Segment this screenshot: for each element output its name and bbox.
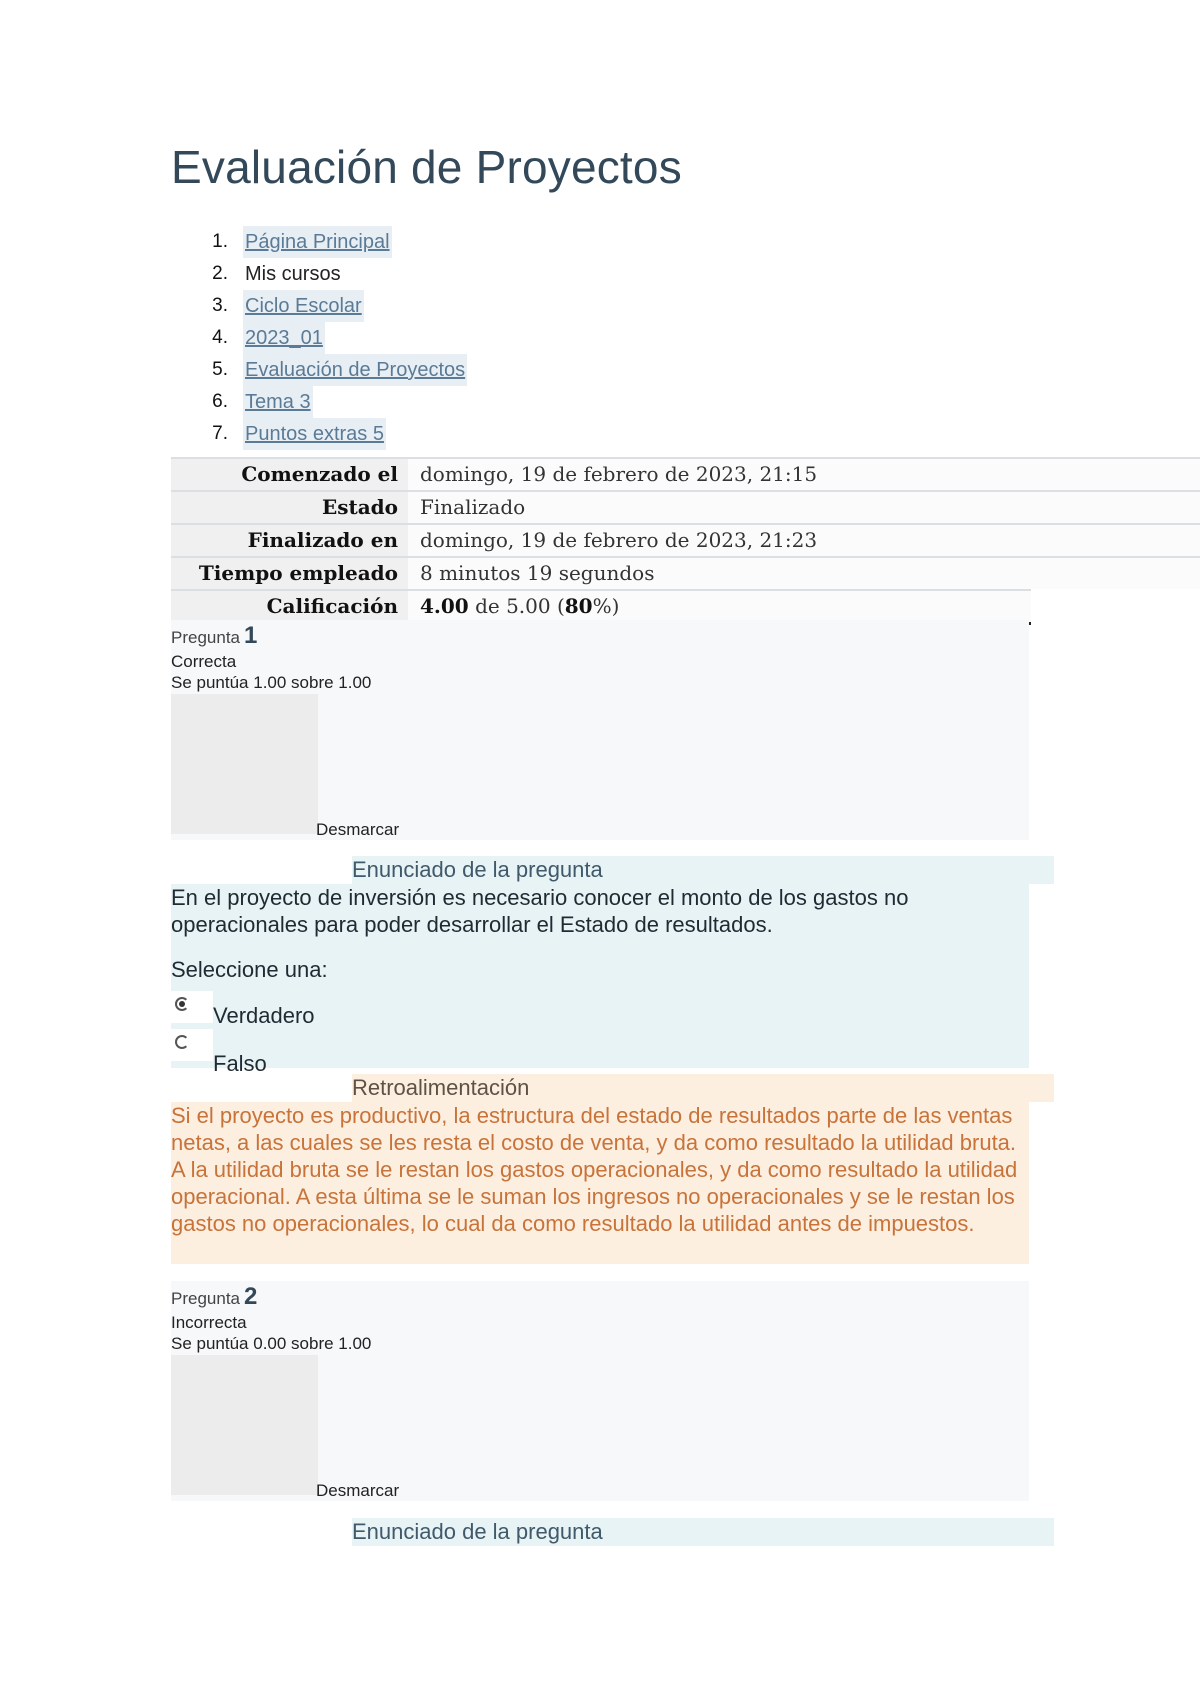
breadcrumb-link-course[interactable]: Evaluación de Proyectos <box>243 354 467 386</box>
question-heading <box>171 1283 257 1311</box>
question-statement-title: Enunciado de la pregunta <box>352 1518 1054 1546</box>
question-number: 1 <box>244 622 258 649</box>
radio-checked-icon <box>175 997 189 1011</box>
breadcrumb-number: 3. <box>212 295 228 316</box>
summary-value: Finalizado <box>408 492 1200 523</box>
option-label: Verdadero <box>213 1003 315 1028</box>
grade-score: 4.00 <box>420 594 469 618</box>
question-grade: Se puntúa 0.00 sobre 1.00 <box>171 1334 372 1353</box>
grade-percent: 80 <box>564 594 593 618</box>
flag-area <box>171 1355 318 1495</box>
breadcrumb-number: 6. <box>212 391 228 412</box>
summary-row-state <box>171 490 1200 523</box>
question-number: 2 <box>244 1283 258 1310</box>
summary-value <box>408 591 1031 622</box>
summary-row-finished <box>171 523 1200 556</box>
radio-button[interactable] <box>171 991 213 1023</box>
unflag-link[interactable]: Desmarcar <box>316 820 400 839</box>
question-state: Correcta <box>171 652 237 671</box>
unflag-link[interactable]: Desmarcar <box>316 1481 400 1500</box>
attempt-summary-table <box>171 457 1200 625</box>
breadcrumb-link-topic[interactable]: Tema 3 <box>243 386 313 418</box>
summary-value: domingo, 19 de febrero de 2023, 21:15 <box>408 459 1200 490</box>
question-heading <box>171 622 257 650</box>
breadcrumb-number: 2. <box>212 263 228 284</box>
grade-rest: de 5.00 ( <box>475 594 565 618</box>
question-label: Pregunta <box>171 1289 240 1308</box>
radio-unchecked-icon <box>175 1035 189 1049</box>
breadcrumb-number: 7. <box>212 423 228 444</box>
summary-row-started <box>171 457 1200 490</box>
question-state: Incorrecta <box>171 1313 247 1332</box>
question-statement-title: Enunciado de la pregunta <box>352 856 1054 884</box>
feedback-body <box>171 1102 1029 1264</box>
question-statement-1 <box>171 884 1029 1076</box>
radio-button[interactable] <box>171 1029 213 1061</box>
page-title: Evaluación de Proyectos <box>171 141 682 193</box>
breadcrumb-text-my-courses: Mis cursos <box>245 263 341 285</box>
question-info-2 <box>171 1281 1029 1501</box>
summary-label: Estado <box>171 492 408 523</box>
summary-label: Comenzado el <box>171 459 408 490</box>
question-info-1 <box>171 620 1029 840</box>
breadcrumb-link-home[interactable]: Página Principal <box>243 226 392 258</box>
summary-value: 8 minutos 19 segundos <box>408 558 1200 589</box>
breadcrumb-link-term[interactable]: 2023_01 <box>243 322 325 354</box>
breadcrumb-link-school-cycle[interactable]: Ciclo Escolar <box>243 290 364 322</box>
summary-label: Tiempo empleado <box>171 558 408 589</box>
breadcrumb-number: 1. <box>212 231 228 252</box>
summary-label: Finalizado en <box>171 525 408 556</box>
breadcrumb-link-quiz[interactable]: Puntos extras 5 <box>243 418 386 450</box>
question-label: Pregunta <box>171 628 240 647</box>
answer-prompt: Seleccione una: <box>171 957 328 982</box>
feedback-title: Retroalimentación <box>352 1074 1054 1102</box>
question-grade: Se puntúa 1.00 sobre 1.00 <box>171 673 372 692</box>
question-text: En el proyecto de inversión es necesario conocer el monto de los gastos no operacionales para poder desarrollar el Estado de resultados. <box>171 885 909 937</box>
breadcrumb-number: 5. <box>212 359 228 380</box>
summary-row-time <box>171 556 1200 589</box>
flag-area <box>171 694 318 834</box>
summary-label: Calificación <box>171 591 408 622</box>
breadcrumb-number: 4. <box>212 327 228 348</box>
option-label: Falso <box>213 1051 267 1076</box>
grade-close: %) <box>592 594 620 618</box>
feedback-text: Si el proyecto es productivo, la estructura del estado de resultados parte de las ventas netas, a las cuales se les resta el costo de venta, y da como resultado la utilidad bruta. A la utilidad bruta se le restan los gastos operacionales, y da como resultado la utilidad operacional. A esta última se le suman los ingresos no operacionales y se le restan los gastos no operacionales, lo cual da como resultado la utilidad antes de impuestos. <box>171 1103 1018 1236</box>
summary-value: domingo, 19 de febrero de 2023, 21:23 <box>408 525 1200 556</box>
